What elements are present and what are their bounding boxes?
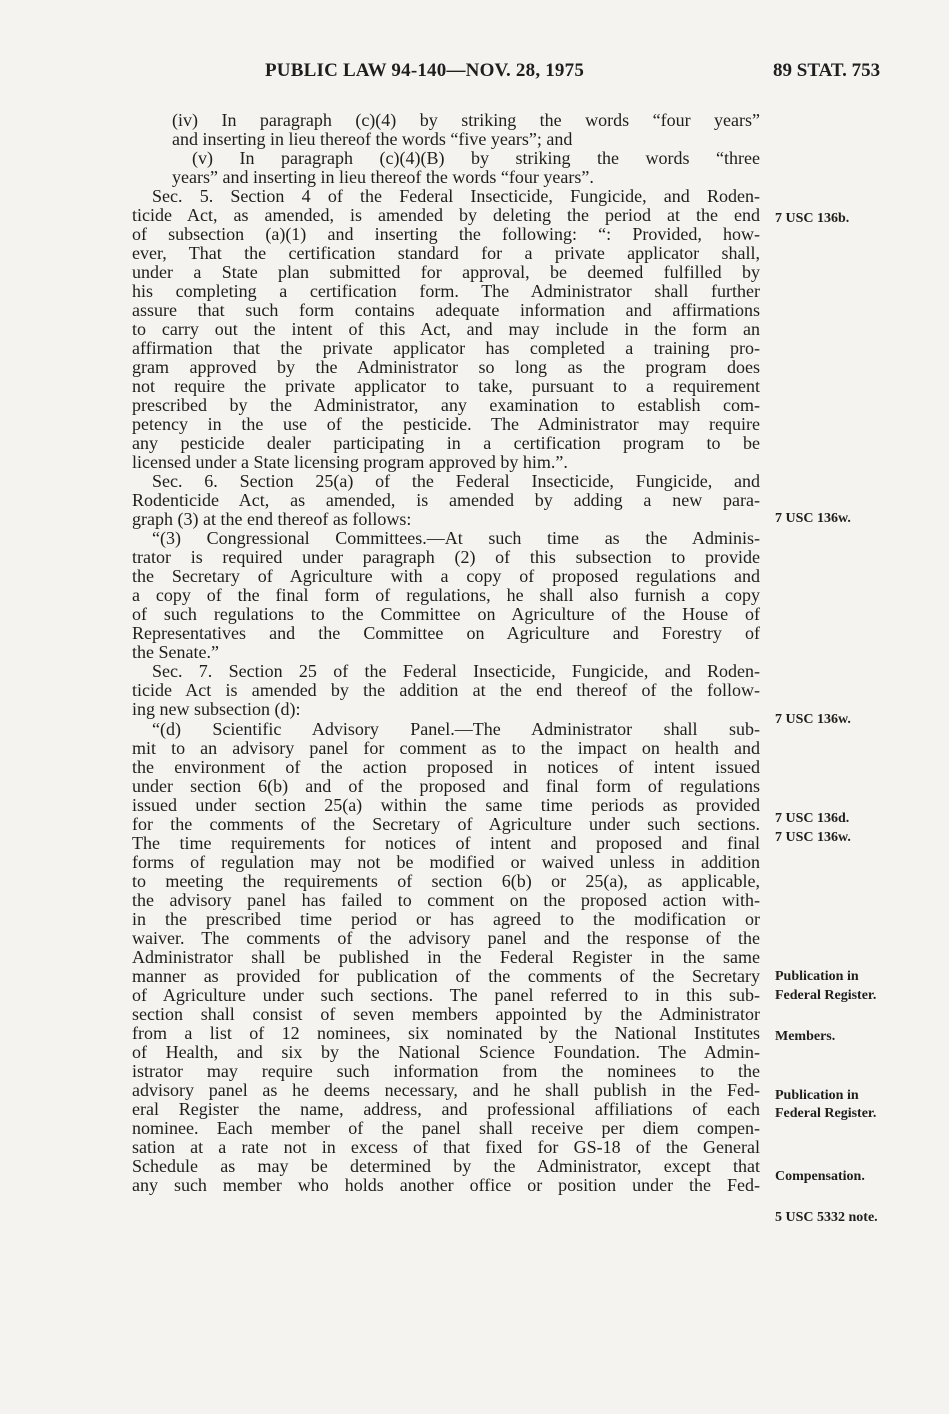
margin-note-usc-136w: 7 USC 136w. bbox=[775, 511, 851, 526]
text-line: advisory panel as he deems necessary, and he shall publish in the Fed- bbox=[132, 1079, 760, 1100]
text-line: under section 6(b) and of the proposed and final form of regulations bbox=[132, 775, 760, 796]
text-line: “(d) Scientific Advisory Panel.—The Administrator shall sub- bbox=[152, 718, 760, 739]
text-line: not require the private applicator to take, pursuant to a requirement bbox=[132, 376, 760, 397]
text-line: the environment of the action proposed in notices of intent issued bbox=[132, 756, 760, 777]
text-line: forms of regulation may not be modified or waived unless in addition bbox=[132, 851, 760, 872]
text-line: eral Register the name, address, and professional affiliations of each bbox=[132, 1098, 760, 1119]
text-line: to carry out the intent of this Act, and may include in the form an bbox=[132, 319, 760, 340]
text-line: any pesticide dealer participating in a certification program to be bbox=[132, 433, 760, 454]
text-line: Representatives and the Committee on Agriculture and Forestry of bbox=[132, 623, 760, 644]
text-line: petency in the use of the pesticide. The Administrator may require bbox=[132, 414, 760, 435]
text-line: a copy of the final form of regulations, he shall also furnish a copy bbox=[132, 585, 760, 606]
margin-note-usc-5332: 5 USC 5332 note. bbox=[775, 1210, 878, 1225]
page-header-stat-citation: 89 STAT. 753 bbox=[773, 60, 881, 81]
text-line: Administrator shall be published in the Federal Register in the same bbox=[132, 946, 760, 967]
margin-note-usc-136w: 7 USC 136w. bbox=[775, 830, 851, 845]
text-line: section shall consist of seven members appointed by the Administrator bbox=[132, 1003, 760, 1024]
text-line: Sec. 5. Section 4 of the Federal Insecticide, Fungicide, and Roden- bbox=[152, 186, 760, 207]
text-line: under a State plan submitted for approval, be deemed fulfilled by bbox=[132, 262, 760, 283]
text-line: mit to an advisory panel for comment as to the impact on health and bbox=[132, 737, 760, 758]
statute-body-text bbox=[132, 111, 760, 1214]
text-line: and inserting in lieu thereof the words “five years”; and bbox=[172, 129, 573, 150]
text-line: of Agriculture under such sections. The panel referred to in this sub- bbox=[132, 984, 760, 1005]
margin-note-compensation: Compensation. bbox=[775, 1169, 865, 1184]
text-line: waiver. The comments of the advisory panel and the response of the bbox=[132, 927, 760, 948]
text-line: trator is required under paragraph (2) of this subsection to provide bbox=[132, 547, 760, 568]
text-line: graph (3) at the end thereof as follows: bbox=[132, 509, 412, 530]
text-line: (v) In paragraph (c)(4)(B) by striking the words “three bbox=[192, 148, 760, 169]
text-line: issued under section 25(a) within the same time periods as provided bbox=[132, 794, 760, 815]
margin-note-federal-register: Federal Register. bbox=[775, 988, 877, 1003]
text-line: ticide Act, as amended, is amended by deleting the period at the end bbox=[132, 205, 760, 226]
text-line: “(3) Congressional Committees.—At such time as the Adminis- bbox=[152, 528, 760, 549]
margin-note-publication: Publication in bbox=[775, 1088, 859, 1103]
text-line: his completing a certification form. The Administrator shall further bbox=[132, 281, 760, 302]
text-line: Schedule as may be determined by the Administrator, except that bbox=[132, 1155, 760, 1176]
page-header-title: PUBLIC LAW 94-140—NOV. 28, 1975 bbox=[265, 60, 585, 81]
margin-note-members: Members. bbox=[775, 1029, 836, 1044]
text-line: (iv) In paragraph (c)(4) by striking the words “four years” bbox=[172, 110, 760, 130]
text-line: in the prescribed time period or has agreed to the modification or bbox=[132, 908, 760, 929]
margin-note-usc-136d: 7 USC 136d. bbox=[775, 811, 850, 826]
text-line: of such regulations to the Committee on Agriculture of the House of bbox=[132, 604, 760, 625]
text-line: assure that such form contains adequate information and affirmations bbox=[132, 300, 760, 321]
margin-note-usc-136w: 7 USC 136w. bbox=[775, 712, 851, 727]
text-line: of subsection (a)(1) and inserting the following: “: Provided, how- bbox=[132, 224, 760, 245]
text-line: from a list of 12 nominees, six nominated by the National Institutes bbox=[132, 1022, 760, 1043]
text-line: of Health, and six by the National Science Foundation. The Admin- bbox=[132, 1041, 760, 1062]
text-line: istrator may require such information from the nominees to the bbox=[132, 1060, 760, 1081]
text-line: manner as provided for publication of the comments of the Secretary bbox=[132, 965, 760, 986]
text-line: gram approved by the Administrator so long as the program does bbox=[132, 357, 760, 378]
text-line: the Senate.” bbox=[132, 642, 219, 663]
margin-note-publication: Publication in bbox=[775, 969, 859, 984]
text-line: the Secretary of Agriculture with a copy of proposed regulations and bbox=[132, 566, 760, 587]
text-line: ing new subsection (d): bbox=[132, 699, 301, 720]
text-line: The time requirements for notices of intent and proposed and final bbox=[132, 832, 760, 853]
text-line: affirmation that the private applicator has completed a training pro- bbox=[132, 338, 760, 359]
text-line: any such member who holds another office or position under the Fed- bbox=[132, 1174, 760, 1195]
text-line: sation at a rate not in excess of that fixed for GS-18 of the General bbox=[132, 1136, 760, 1157]
text-line: Rodenticide Act, as amended, is amended by adding a new para- bbox=[132, 490, 760, 511]
text-line: to meeting the requirements of section 6(b) or 25(a), as applicable, bbox=[132, 870, 760, 891]
text-line: ever, That the certification standard for a private applicator shall, bbox=[132, 243, 760, 264]
text-line: Sec. 6. Section 25(a) of the Federal Insecticide, Fungicide, and bbox=[152, 471, 760, 492]
text-line: for the comments of the Secretary of Agriculture under such sections. bbox=[132, 813, 760, 834]
text-line bbox=[132, 1195, 760, 1214]
margin-note-usc-136b: 7 USC 136b. bbox=[775, 211, 850, 226]
margin-note-federal-register: Federal Register. bbox=[775, 1106, 877, 1121]
text-line: licensed under a State licensing program approved by him.”. bbox=[132, 452, 568, 473]
text-line: Sec. 7. Section 25 of the Federal Insecticide, Fungicide, and Roden- bbox=[152, 661, 760, 682]
text-line: nominee. Each member of the panel shall receive per diem compen- bbox=[132, 1117, 760, 1138]
text-line: prescribed by the Administrator, any examination to establish com- bbox=[132, 395, 760, 416]
text-line: the advisory panel has failed to comment on the proposed action with- bbox=[132, 889, 760, 910]
text-line: ticide Act is amended by the addition at the end thereof of the follow- bbox=[132, 680, 760, 701]
text-line: years” and inserting in lieu thereof the words “four years”. bbox=[172, 167, 594, 188]
